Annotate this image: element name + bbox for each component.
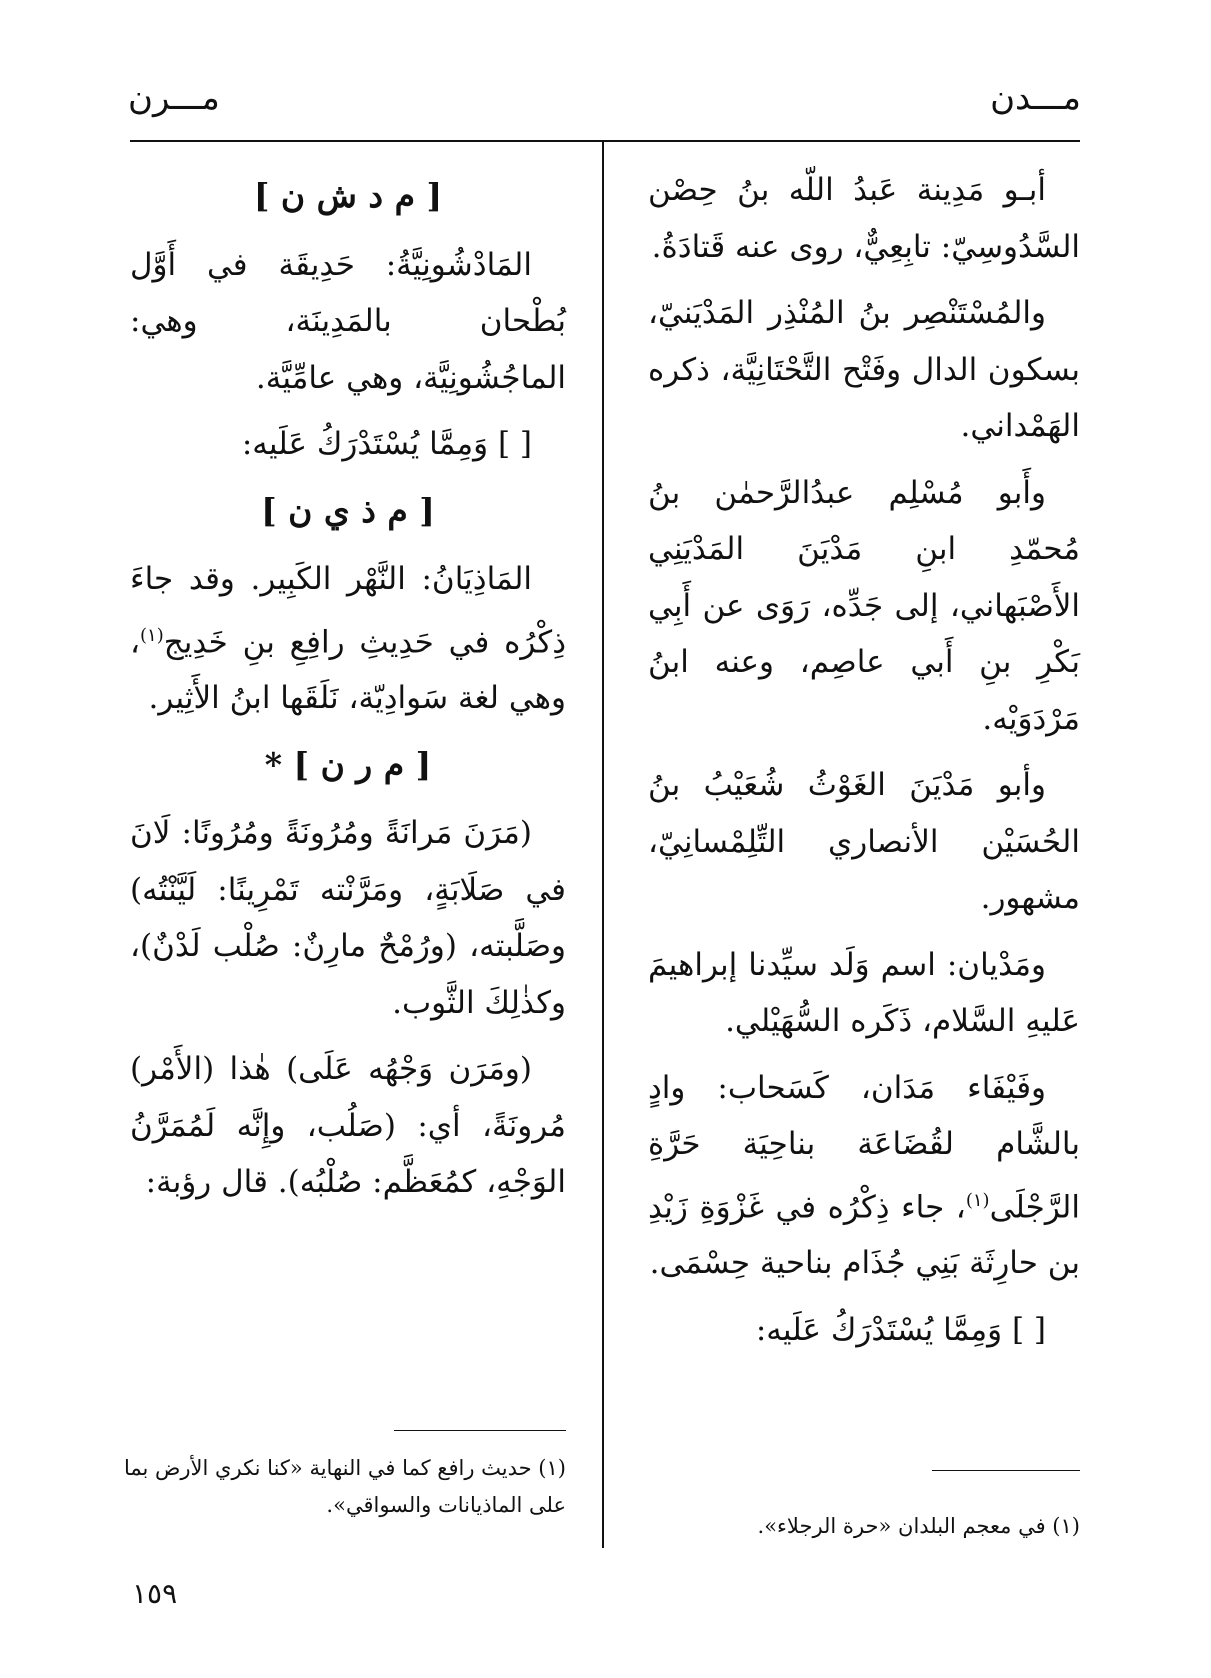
footnote-rule-left xyxy=(394,1430,566,1431)
root-heading: [ م ذ ي ن ] xyxy=(261,490,435,530)
entry-paragraph: أبـو مَدِينة عَبدُ اللّه بنُ حِصْن السَّدُوسِيّ: تابِعِيٌّ، روى عنه قَتادَةُ. xyxy=(648,172,1080,265)
entry-paragraph: وأبو مَدْيَنَ الغَوْثُ شُعَيْبُ بنُ الحُسَيْن الأنصاري التِّلِمْسانِيّ، مشهور. xyxy=(648,767,1080,916)
left-column xyxy=(130,162,566,1221)
entry-paragraph: (مَرَنَ مَرانَةً ومُرُونَةً ومُرُونًا: لَانَ في صَلَابَةٍ، ومَرَّنْته تَمْرِينًا: لَيَّنْتُه) وصَلَّبته، (ورُمْحٌ مارِنٌ: صُلْب لَدْنٌ)، وكذٰلِكَ الثَّوب. xyxy=(130,815,566,1021)
column-divider xyxy=(602,140,604,1548)
header-rule xyxy=(130,140,1080,142)
entry-text: وفَيْفَاء مَدَان، كَسَحاب: وادٍ بالشَّام لقُضَاعَة بناحِيَة حَرَّةِ الرَّجْلَى xyxy=(648,1069,1080,1225)
footnote-rule-right xyxy=(932,1470,1080,1471)
entry-paragraph: المَادْشُونِيَّةُ: حَدِيقَة في أَوَّل بُطْحان بالمَدِينَة، وهي: الماجُشُونِيَّة، وهي عامِّيَّة. xyxy=(130,246,566,396)
footnote-left: (١) حديث رافع كما في النهاية «كنا نكري الأرض بما على الماذيانات والسواقي». xyxy=(123,1456,566,1517)
entry-paragraph: (ومَرَن وَجْهُه عَلَى) هٰذا (الأَمْر) مُرونَةً، أي: (صَلُب، وإِنَّه لَمُمَرَّنُ الوَجْهِ، كمُعَظَّم: صُلْبُه). قال رؤبة: xyxy=(130,1051,566,1201)
entry-paragraph: وأَبو مُسْلِم عبدُالرَّحمٰن بنُ مُحمّدِ ابنِ مَدْيَنَ المَدْيَنِي الأَصْبَهاني، إلى جَدِّه، رَوَى عن أَبِي بَكْرِ بنِ أَبي عاصِم، وعنه ابنُ مَرْدَوَيْه. xyxy=(648,474,1080,737)
addendum-line: [ ] وَمِمَّا يُسْتَدْرَكُ عَلَيه: xyxy=(755,1311,1046,1348)
root-heading: [ م د ش ن ] xyxy=(253,176,443,215)
running-head-left: مـــرن xyxy=(128,78,220,118)
entry-paragraph xyxy=(130,551,566,727)
entry-text: المَاذِيَانُ: النَّهْر الكَبِير. وقد جاءَ ذِكْرُه في حَدِيثِ رافِعِ بنِ خَدِيج xyxy=(130,561,566,660)
entry-text: ، وهي لغة سَوادِيّة، نَلَقَها ابنُ الأَثِير. xyxy=(130,623,566,717)
entry-paragraph xyxy=(648,1060,1080,1292)
root-heading: [ م ر ن ] * xyxy=(264,744,432,784)
entry-paragraph: ومَدْيان: اسم وَلَد سيِّدنا إبراهيمَ عَليهِ السَّلام، ذَكَره السُّهَيْلي. xyxy=(648,946,1080,1039)
entry-paragraph: والمُسْتَنْصِر بنُ المُنْذِر المَدْيَنيّ، بسكون الدال وفَتْح التَّحْتَانِيَّة، ذكره الهَمْداني. xyxy=(648,295,1080,444)
footnote-right: (١) في معجم البلدان «حرة الرجلاء». xyxy=(757,1514,1080,1538)
footnote-marker: (١) xyxy=(140,624,164,646)
running-head-right: مـــدن xyxy=(990,78,1081,118)
page-number: ١٥٩ xyxy=(132,1577,178,1610)
addendum-line: [ ] وَمِمَّا يُسْتَدْرَكُ عَلَيه: xyxy=(241,426,532,462)
footnote-marker: (١) xyxy=(965,1189,990,1211)
right-column xyxy=(648,162,1080,1368)
entry-text: ، جاء ذِكْرُه في غَزْوَةِ زَيْدِ بن حارِثَة بَنِي جُذَام بناحية حِسْمَى. xyxy=(648,1188,1080,1282)
